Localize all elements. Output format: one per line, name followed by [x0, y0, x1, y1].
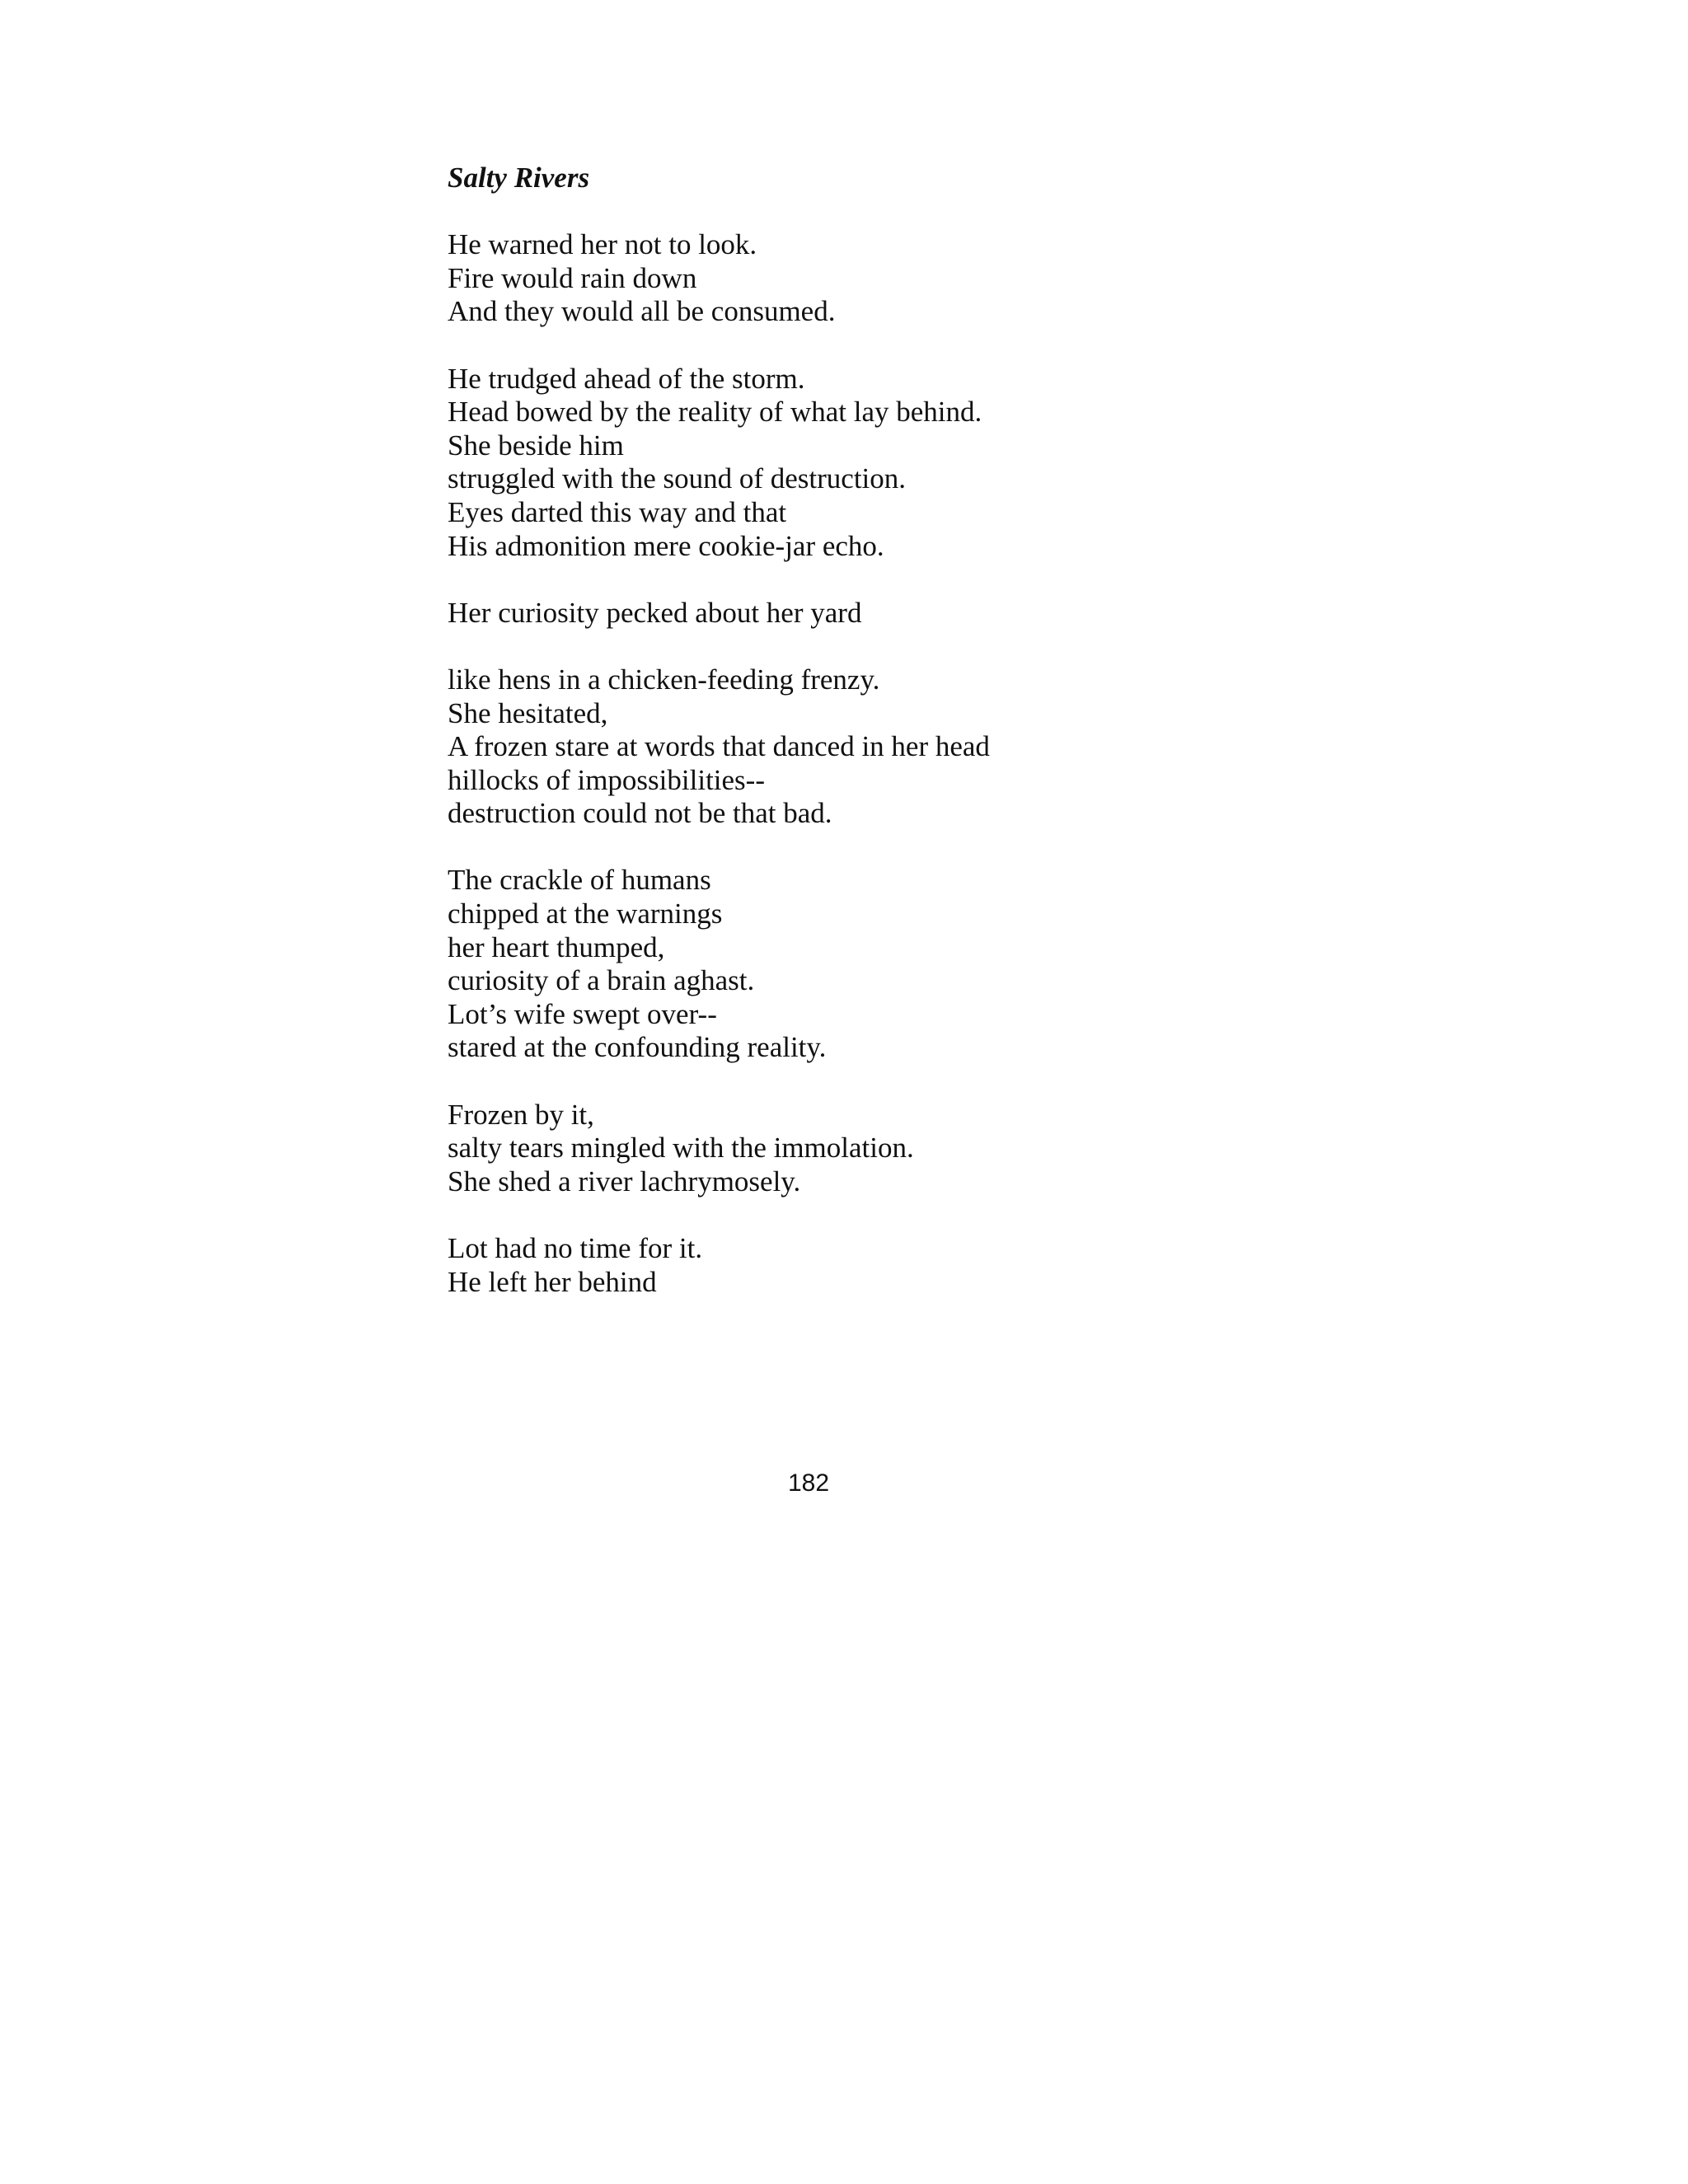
poem-line: He warned her not to look. [448, 228, 757, 261]
poem-line: chipped at the warnings [448, 898, 723, 930]
poem-line: And they would all be consumed. [448, 295, 836, 328]
poem-line: salty tears mingled with the immolation. [448, 1132, 914, 1165]
stanza [448, 228, 1519, 329]
poem-line: Head bowed by the reality of what lay behind. [448, 396, 982, 429]
poem-line: She beside him [448, 429, 624, 462]
poem-title: Salty Rivers [448, 162, 590, 194]
poem-line: hillocks of impossibilities-- [448, 763, 765, 796]
poem-line: Fire would rain down [448, 261, 697, 294]
stanza [448, 663, 1519, 831]
poem-line: stared at the confounding reality. [448, 1031, 827, 1064]
poem-line: He left her behind [448, 1265, 657, 1298]
poem [448, 162, 1519, 1333]
poem-line: Lot’s wife swept over-- [448, 997, 717, 1030]
poem-line: Frozen by it, [448, 1098, 594, 1131]
poem-line: struggled with the sound of destruction. [448, 462, 907, 495]
stanza [448, 864, 1519, 1065]
poem-line: like hens in a chicken-feeding frenzy. [448, 663, 880, 696]
poem-line: destruction could not be that bad. [448, 797, 832, 830]
stanza [448, 363, 1519, 564]
stanza [448, 1232, 1519, 1299]
poem-line: His admonition mere cookie-jar echo. [448, 529, 884, 562]
poem-line: her heart thumped, [448, 930, 665, 963]
page-number: 182 [787, 1469, 830, 1497]
poem-line: A frozen stare at words that danced in her head [448, 730, 990, 763]
stanza [448, 1099, 1519, 1199]
poem-line: Eyes darted this way and that [448, 495, 787, 528]
poem-line: Her curiosity pecked about her yard [448, 596, 862, 629]
poem-line: He trudged ahead of the storm. [448, 362, 805, 395]
poem-line: She hesitated, [448, 696, 608, 729]
poem-line: Lot had no time for it. [448, 1232, 703, 1264]
poem-line: curiosity of a brain aghast. [448, 964, 755, 997]
poem-line: She shed a river lachrymosely. [448, 1165, 801, 1197]
stanza [448, 597, 1519, 630]
poem-line: The crackle of humans [448, 864, 711, 897]
